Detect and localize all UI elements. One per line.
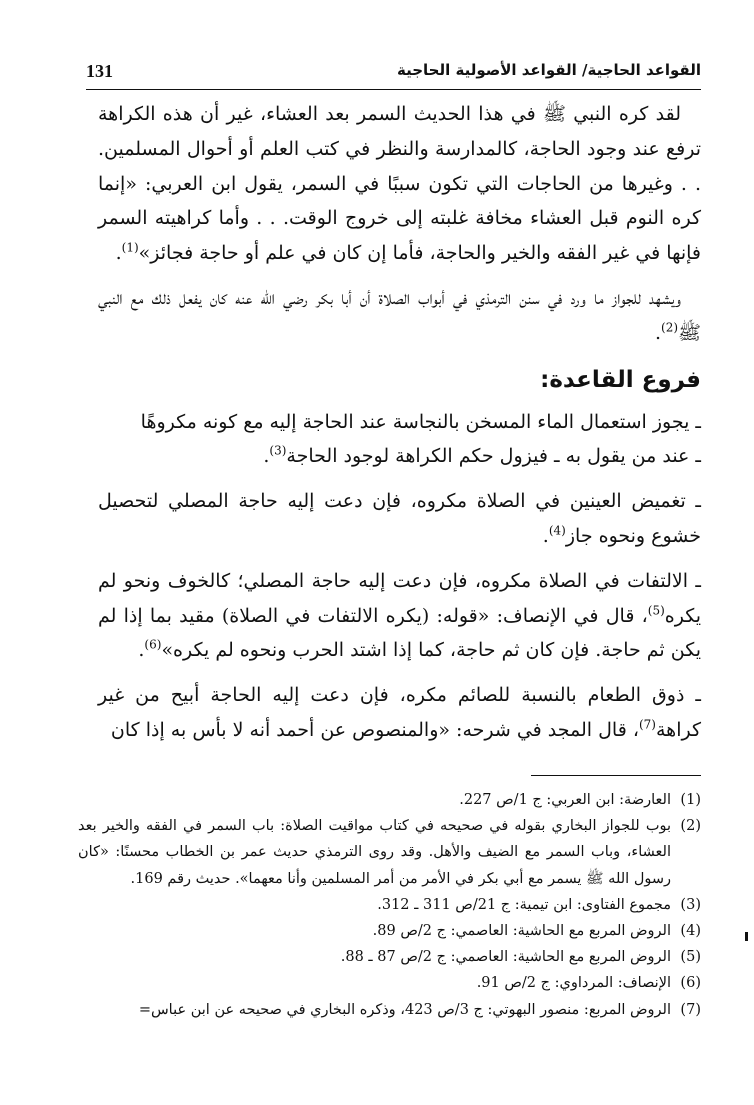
branch-3: ـ الالتفات في الصلاة مكروه، فإن دعت إليه حاجة المصلي؛ كالخوف ونحو لم يكره$^{(5)}$، قال في الإنصاف: «قوله: (يكره الالتفات في الصلاة) مقيد بما إذا لم يكن ثم حاجة. فإن كان ثم حاجة، كما إذا اشتد الحرب ونحوه لم يكره»$^{(6)}$. — [98, 569, 701, 662]
section-title: فروع القاعدة: — [540, 366, 701, 393]
page-number: 131 — [86, 61, 113, 81]
footnote-6: (6) الإنصاف: المرداوي: ج 2/ص 91. — [476, 975, 701, 992]
scan-edge-mark — [745, 932, 748, 941]
footnote-3: (3) مجموع الفتاوى: ابن تيمية: ج 21/ص 311 ـ 312. — [377, 896, 701, 913]
branch-1-line-1: ـ يجوز استعمال الماء المسخن بالنجاسة عند الحاجة إليه مع كونه مكروهًا — [140, 410, 701, 433]
footnote-4: (4) الروض المربع مع الحاشية: العاصمي: ج 2/ص 89. — [372, 923, 701, 940]
footnote-5: (5) الروض المربع مع الحاشية: العاصمي: ج 2/ص 87 ـ 88. — [340, 949, 701, 966]
branch-2: ـ تغميض العينين في الصلاة مكروه، فإن دعت إليه حاجة المصلي لتحصيل خشوع ونحوه جاز$^{(4)}$. — [98, 490, 701, 547]
main-text — [98, 97, 701, 748]
branch-4: ـ ذوق الطعام بالنسبة للصائم مكره، فإن دعت إليه الحاجة أبيح من غير كراهة$^{(7)}$، قال المجد في شرحه: «والمنصوص عن أحمد أنه لا بأس به إذا كان — [98, 684, 701, 741]
paragraph-1-text: لقد كره النبي ﷺ في هذا الحديث السمر بعد العشاء، غير أن هذه الكراهة ترفع عند وجود الحاجة، كالمدارسة والنظر في كتب العلم أو أحوال المسلمين. . . وغيرها من الحاجات التي تكون سببًا في السمر، يقول ابن العربي: «إنما كره النوم قبل العشاء مخافة غلبته إلى خروج الوقت. . . وأما كراهيته السمر فإنها في غير الفقه والخير والحاجة، فأما إن كان في علم أو حاجة فجائز» — [98, 103, 701, 265]
footnote-ref-5: (5) — [647, 603, 665, 618]
branch-1-line-2: ـ عند من يقول به ـ فيزول حكم الكراهة لوجود الحاجة$^{(3)}$. — [263, 444, 701, 468]
footnote-ref-7: (7) — [638, 717, 656, 732]
footnote-1: (1) العارضة: ابن العربي: ج 1/ص 227. — [459, 792, 701, 808]
paragraph-2: ويشهد للجواز ما ورد في سنن الترمذي في أبواب الصلاة أن أبا بكر رضي الله عنه كان يفعل ذلك مع النبي ﷺ$^{(2)}$. — [98, 286, 701, 344]
paragraph-2-text: ويشهد للجواز ما ورد في سنن الترمذي في أبواب الصلاة أن أبا بكر رضي الله عنه كان يفعل ذلك مع النبي ﷺ — [98, 286, 701, 344]
footnote-ref-4: (4) — [548, 523, 566, 538]
running-title: القواعد الحاجية/ القواعد الأصولية الحاجية — [397, 61, 701, 79]
footnote-ref-1: (1) — [121, 240, 139, 255]
paragraph-1: لقد كره النبي ﷺ في هذا الحديث السمر بعد العشاء، غير أن هذه الكراهة ترفع عند وجود الحاجة، كالمدارسة والنظر في كتب العلم أو أحوال المسلمين. . . وغيرها من الحاجات التي تكون سببًا في السمر، يقول ابن العربي: «إنما كره النوم قبل العشاء مخافة غلبته إلى خروج الوقت. . . وأما كراهيته السمر فإنها في غير الفقه والخير والحاجة، فأما إن كان في علم أو حاجة فجائز»$^{(1)}$. — [98, 103, 701, 265]
footnote-ref-3: (3) — [269, 444, 287, 459]
footnote-separator — [531, 775, 701, 776]
footnotes — [78, 787, 701, 1023]
footnote-2: (2) بوب للجواز البخاري بقوله في صحيحه في كتاب مواقيت الصلاة: باب السمر في الفقه والخير بعد العشاء، وباب السمر مع الضيف والأهل. وقد روى الترمذي حديث عمر بن الخطاب محسنًا: «كان رسول الله ﷺ يسمر مع أبي بكر في الأمر من أمر المسلمين وأنا معهما». حديث رقم 169. — [78, 818, 701, 887]
page-header — [86, 55, 701, 90]
footnote-ref-2: (2) — [661, 320, 679, 335]
footnote-ref-6: (6) — [144, 638, 162, 653]
footnote-7: (7) الروض المربع: منصور البهوتي: ج 3/ص 423، وذكره البخاري في صحيحه عن ابن عباس= — [138, 1001, 701, 1018]
